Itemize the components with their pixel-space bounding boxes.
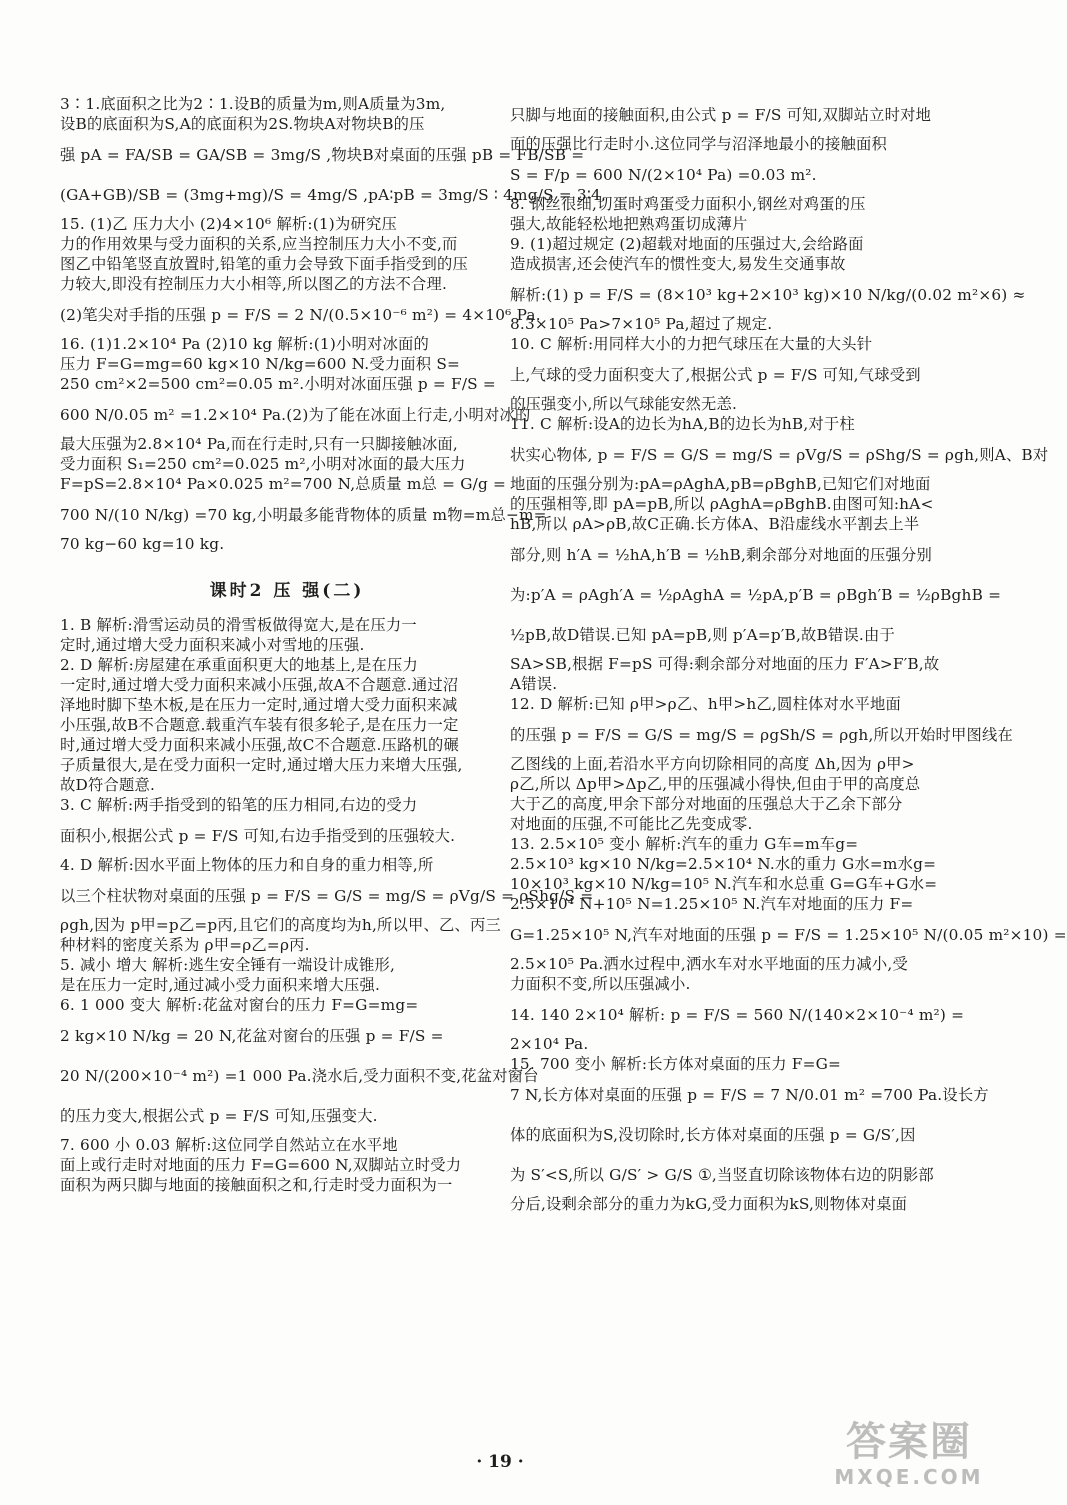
text-line: 泽地时脚下垫木板,是在压力一定时,通过增大受力面积来减 — [60, 696, 458, 714]
text-line: 子质量很大,是在受力面积一定时,通过增大压力来增大压强, — [60, 756, 463, 774]
text-line: G=1.25×10⁵ N,汽车对地面的压强 p = F/S = 1.25×10⁵ N/(0.05 m²×10) = — [510, 926, 1067, 944]
text-line: 2.5×10³ kg×10 N/kg=2.5×10⁴ N.水的重力 G水=m水g= — [510, 855, 937, 873]
text-line: 3∶1.底面积之比为2∶1.设B的质量为m,则A质量为3m, — [60, 95, 446, 113]
text-line: 的压强 p = F/S = G/S = mg/S = ρgSh/S = ρgh,所以开始时甲图线在 — [510, 726, 1014, 744]
text-line: 定时,通过增大受力面积来减小对雪地的压强. — [60, 636, 365, 654]
text-line: 3. C 解析:两手指受到的铅笔的压力相同,右边的受力 — [60, 796, 418, 814]
text-line: 乙图线的上面,若沿水平方向切除相同的高度 Δh,因为 ρ甲> — [510, 755, 915, 773]
text-line: ρ乙,所以 Δp甲>Δp乙,甲的压强减小得快,但由于甲的高度总 — [510, 775, 921, 793]
text-line: 面的压强比行走时小.这位同学与沼泽地最小的接触面积 — [510, 135, 887, 153]
text-line: 2. D 解析:房屋建在承重面积更大的地基上,是在压力 — [60, 656, 418, 674]
text-line: 13. 2.5×10⁵ 变小 解析:汽车的重力 G车=m车g= — [510, 835, 859, 853]
text-line: 15. 700 变小 解析:长方体对桌面的压力 F=G= — [510, 1055, 842, 1073]
text-line: 2×10⁴ Pa. — [510, 1035, 589, 1053]
text-line: 只脚与地面的接触面积,由公式 p = F/S 可知,双脚站立时对地 — [510, 106, 932, 124]
text-line: 分后,设剩余部分的重力为kG,受力面积为kS,则物体对桌面 — [510, 1195, 908, 1213]
text-line: 最大压强为2.8×10⁴ Pa,而在行走时,只有一只脚接触冰面, — [60, 435, 458, 453]
page-number: · 19 · — [476, 1452, 524, 1472]
text-line: 10×10³ kg×10 N/kg=10⁵ N.汽车和水总重 G=G车+G水= — [510, 875, 938, 893]
text-line: 力的作用效果与受力面积的关系,应当控制压力大小不变,而 — [60, 235, 458, 253]
text-line: 受力面积 S₁=250 cm²=0.025 m²,小明对冰面的最大压力 — [60, 455, 466, 473]
text-line: 力面积不变,所以压强减小. — [510, 975, 691, 993]
right-column — [510, 94, 1067, 1214]
text-line: 10. C 解析:用同样大小的力把气球压在大量的大头针 — [510, 335, 873, 353]
text-line: 11. C 解析:设A的边长为hA,B的边长为hB,对于柱 — [510, 415, 855, 433]
text-line: 强 pA = FA/SB = GA/SB = 3mg/S ,物块B对桌面的压强 pB = FB/SB = — [60, 146, 585, 164]
text-line: 为 S′<S,所以 G/S′ > G/S ①,当竖直切除该物体右边的阴影部 — [510, 1166, 934, 1184]
text-line: ½pB,故D错误.已知 pA=pB,则 p′A=p′B,故B错误.由于 — [510, 626, 895, 644]
text-line: 小压强,故B不合题意.载重汽车装有很多轮子,是在压力一定 — [60, 716, 459, 734]
text-line: 故D符合题意. — [60, 776, 156, 794]
text-line: 面上或行走时对地面的压力 F=G=600 N,双脚站立时受力 — [60, 1156, 462, 1174]
text-line: 的压强相等,即 pA=pB,所以 ρAghA=ρBghB.由图可知:hA< — [510, 495, 934, 513]
text-line: 20 N/(200×10⁻⁴ m²) =1 000 Pa.浇水后,受力面积不变,花盆对窗台 — [60, 1067, 539, 1085]
text-line: 6. 1 000 变大 解析:花盆对窗台的压力 F=G=mg= — [60, 996, 419, 1014]
text-line: 5. 减小 增大 解析:逃生安全锤有一端设计成锥形, — [60, 956, 396, 974]
text-line: 解析:(1) p = F/S = (8×10³ kg+2×10³ kg)×10 N/kg/(0.02 m²×6) ≈ — [510, 286, 1026, 304]
text-line: 15. (1)乙 压力大小 (2)4×10⁶ 解析:(1)为研究压 — [60, 215, 397, 233]
text-line: hB,所以 ρA>ρB,故C正确.长方体A、B沿虚线水平割去上半 — [510, 515, 920, 533]
text-line: 状实心物体, p = F/S = G/S = mg/S = ρVg/S = ρShg/S = ρgh,则A、B对 — [510, 446, 1049, 464]
text-line: 的压力变大,根据公式 p = F/S 可知,压强变大. — [60, 1107, 378, 1125]
text-line: 14. 140 2×10⁴ 解析: p = F/S = 560 N/(140×2×10⁻⁴ m²) = — [510, 1006, 965, 1024]
text-line: 8. 钢丝很细,切蛋时鸡蛋受力面积小,钢丝对鸡蛋的压 — [510, 195, 866, 213]
text-line: 的压强变小,所以气球能安然无恙. — [510, 395, 738, 413]
text-line: 8.3×10⁵ Pa>7×10⁵ Pa,超过了规定. — [510, 315, 773, 333]
text-line: F=pS=2.8×10⁴ Pa×0.025 m²=700 N,总质量 m总 = G/g = — [60, 475, 507, 493]
text-line: S = F/p = 600 N/(2×10⁴ Pa) =0.03 m². — [510, 166, 817, 184]
text-line: (2)笔尖对手指的压强 p = F/S = 2 N/(0.5×10⁻⁶ m²) = 4×10⁶ Pa. — [60, 306, 541, 324]
text-line: 对地面的压强,不可能比乙先变成零. — [510, 815, 753, 833]
section-heading: 课时2 压 强(二) — [209, 581, 365, 601]
text-line: 600 N/0.05 m² =1.2×10⁴ Pa.(2)为了能在冰面上行走,小明对冰的 — [60, 406, 531, 424]
text-line: 16. (1)1.2×10⁴ Pa (2)10 kg 解析:(1)小明对冰面的 — [60, 335, 429, 353]
text-line: 70 kg−60 kg=10 kg. — [60, 535, 225, 553]
text-line: 图乙中铅笔竖直放置时,铅笔的重力会导致下面手指受到的压 — [60, 255, 468, 273]
text-line: 大于乙的高度,甲余下部分对地面的压强总大于乙余下部分 — [510, 795, 903, 813]
text-line: 700 N/(10 N/kg) =70 kg,小明最多能背物体的质量 m物=m总−m= — [60, 506, 547, 524]
text-line: A错误. — [510, 675, 558, 693]
text-line: 部分,则 h′A = ½hA,h′B = ½hB,剩余部分对地面的压强分别 — [510, 546, 932, 564]
text-line: 2.5×10⁴ N+10⁵ N=1.25×10⁵ N.汽车对地面的压力 F= — [510, 895, 914, 913]
text-line: 1. B 解析:滑雪运动员的滑雪板做得宽大,是在压力一 — [60, 616, 417, 634]
text-line: 一定时,通过增大受力面积来减小压强,故A不合题意.通过沼 — [60, 676, 459, 694]
text-line: 为:p′A = ρAgh′A = ½ρAghA = ½pA,p′B = ρBgh′B = ½ρBghB = — [510, 586, 1002, 604]
text-line: 地面的压强分别为:pA=ρAghA,pB=ρBghB,已知它们对地面 — [510, 475, 931, 493]
text-line: 以三个柱状物对桌面的压强 p = F/S = G/S = mg/S = ρVg/S = ρShg/S = — [60, 887, 594, 905]
watermark-top-text: 答案圈 — [846, 1419, 972, 1465]
text-line: 种材料的密度关系为 ρ甲=ρ乙=ρ丙. — [60, 936, 310, 954]
text-line: 面积小,根据公式 p = F/S 可知,右边手指受到的压强较大. — [60, 827, 456, 845]
text-line: 250 cm²×2=500 cm²=0.05 m².小明对冰面压强 p = F/S = — [60, 375, 496, 393]
text-line: 体的底面积为S,没切除时,长方体对桌面的压强 p = G/S′,因 — [510, 1126, 916, 1144]
text-line: 2.5×10⁵ Pa.洒水过程中,洒水车对水平地面的压力减小,受 — [510, 955, 908, 973]
text-line: (GA+GB)/SB = (3mg+mg)/S = 4mg/S ,pA∶pB = 3mg/S ∶ 4mg/S = 3∶4. — [60, 186, 607, 204]
text-line: 2 kg×10 N/kg = 20 N,花盆对窗台的压强 p = F/S = — [60, 1027, 444, 1045]
text-line: 上,气球的受力面积变大了,根据公式 p = F/S 可知,气球受到 — [510, 366, 921, 384]
text-line: 7 N,长方体对桌面的压强 p = F/S = 7 N/0.01 m² =700 Pa.设长方 — [510, 1086, 989, 1104]
text-line: 是在压力一定时,通过减小受力面积来增大压强. — [60, 976, 381, 994]
text-line: 9. (1)超过规定 (2)超载对地面的压强过大,会给路面 — [510, 235, 864, 253]
text-line: ρgh,因为 p甲=p乙=p丙,且它们的高度均为h,所以甲、乙、丙三 — [60, 916, 501, 934]
text-line: SA>SB,根据 F=pS 可得:剩余部分对地面的压力 F′A>F′B,故 — [510, 655, 940, 673]
text-line: 面积为两只脚与地面的接触面积之和,行走时受力面积为一 — [60, 1176, 453, 1194]
text-line: 时,通过增大受力面积来减小压强,故C不合题意.压路机的碾 — [60, 736, 460, 754]
text-line: 12. D 解析:已知 ρ甲>ρ乙、h甲>h乙,圆柱体对水平地面 — [510, 695, 901, 713]
text-line: 造成损害,还会使汽车的惯性变大,易发生交通事故 — [510, 255, 846, 273]
watermark-bottom-text: MXQE.COM — [834, 1465, 984, 1489]
text-line: 7. 600 小 0.03 解析:这位同学自然站立在水平地 — [60, 1136, 398, 1154]
watermark-logo — [824, 1419, 994, 1499]
text-line: 4. D 解析:因水平面上物体的压力和自身的重力相等,所 — [60, 856, 434, 874]
text-line: 压力 F=G=mg=60 kg×10 N/kg=600 N.受力面积 S= — [60, 355, 461, 373]
text-line: 设B的底面积为S,A的底面积为2S.物块A对物块B的压 — [60, 115, 425, 133]
text-line: 力较大,即没有控制压力大小相等,所以图乙的方法不合理. — [60, 275, 448, 293]
text-line: 强大,故能轻松地把熟鸡蛋切成薄片 — [510, 215, 748, 233]
